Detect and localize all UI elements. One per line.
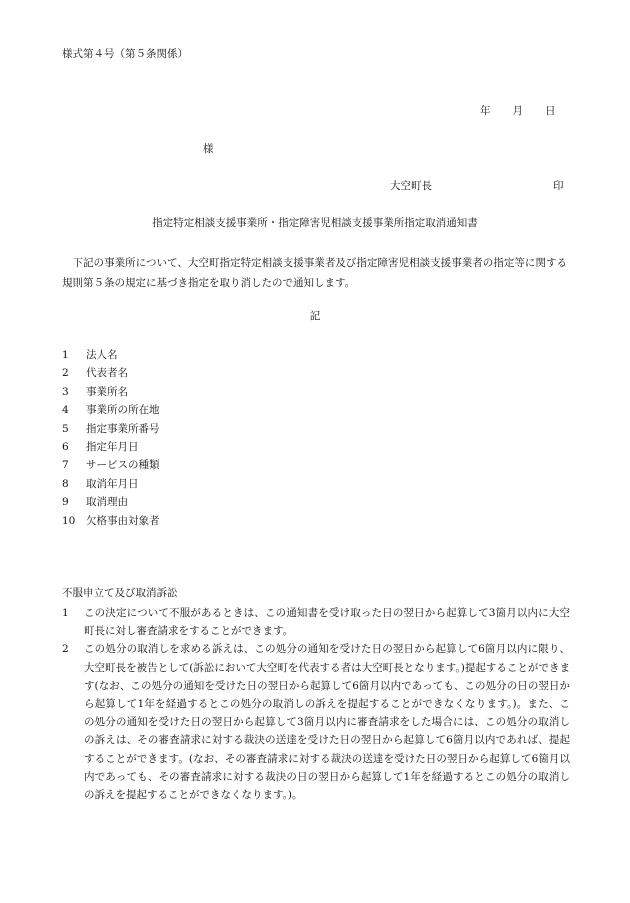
item-number: 7 bbox=[62, 459, 69, 472]
note-number: 2 bbox=[62, 643, 69, 656]
note-text: この決定について不服があるときは、この通知書を受け取った日の翌日から起算して3箇月以内に大空町長に対し審査請求をすることができます。 bbox=[84, 607, 570, 638]
list-item bbox=[62, 512, 160, 530]
item-number: 8 bbox=[62, 477, 69, 490]
form-number: 様式第４号（第５条関係） bbox=[62, 48, 188, 60]
item-number: 10 bbox=[62, 514, 76, 527]
item-label: 指定事業所番号 bbox=[86, 422, 160, 435]
item-list bbox=[62, 346, 160, 530]
item-number: 1 bbox=[62, 349, 69, 361]
addressee-suffix: 様 bbox=[203, 143, 214, 155]
item-label: 法人名 bbox=[86, 349, 118, 361]
list-item bbox=[62, 346, 160, 364]
item-number: 5 bbox=[62, 422, 69, 435]
item-label: サービスの種類 bbox=[86, 459, 160, 472]
list-item bbox=[62, 420, 160, 438]
item-number: 9 bbox=[62, 496, 69, 509]
appeal-notes bbox=[62, 604, 570, 804]
date-line bbox=[480, 104, 556, 120]
item-number: 6 bbox=[62, 440, 69, 453]
year-label: 年 bbox=[480, 105, 491, 117]
note-item bbox=[62, 640, 570, 804]
item-label: 代表者名 bbox=[86, 367, 128, 380]
note-text: この処分の取消しを求める訴えは、この処分の通知を受けた日の翌日から起算して6箇月以内に限り、大空町長を被告として(訴訟において大空町を代表する者は大空町長となります。)提起することができます(なお、この処分の通知を受けた日の翌日から起算して6箇月以内であっても、この処分の日の翌日から起算して1年を経過するとこの処分の取消しの訴えを提起することができなくなります。)。また、この処分の通知を受けた日の翌日から起算して3箇月以内に審査請求をした場合には、この処分の取消しの訴えは、その審査請求に対する裁決の送達を受けた日の翌日から起算して6箇月以内であれば、提起することができます。(なお、その審査請求に対する裁決の送達を受けた日の翌日から起算して6箇月以内であっても、その審査請求に対する裁決の日の翌日から起算して1年を経過するとこの処分の取消しの訴えを提起することができなくなります。)。 bbox=[84, 643, 570, 802]
note-item bbox=[62, 604, 570, 640]
item-label: 指定年月日 bbox=[86, 440, 139, 453]
item-label: 取消年月日 bbox=[86, 477, 139, 490]
item-label: 欠格事由対象者 bbox=[86, 514, 160, 527]
issuer-name: 大空町長 bbox=[390, 180, 432, 192]
list-item bbox=[62, 493, 160, 511]
item-label: 取消理由 bbox=[86, 496, 128, 509]
ki-heading: 記 bbox=[309, 310, 321, 322]
list-item bbox=[62, 364, 160, 382]
item-label: 事業所の所在地 bbox=[86, 404, 160, 417]
item-number: 4 bbox=[62, 404, 69, 417]
document-title: 指定特定相談支援事業所・指定障害児相談支援事業所指定取消通知書 bbox=[152, 217, 478, 229]
item-number: 3 bbox=[62, 385, 69, 398]
list-item bbox=[62, 383, 160, 401]
month-label: 月 bbox=[512, 105, 523, 117]
list-item bbox=[62, 438, 160, 456]
list-item bbox=[62, 456, 160, 474]
appeal-heading: 不服申立て及び取消訴訟 bbox=[62, 587, 178, 599]
list-item bbox=[62, 475, 160, 493]
day-label: 日 bbox=[545, 105, 556, 117]
note-number: 1 bbox=[62, 607, 69, 619]
seal-mark: 印 bbox=[553, 180, 564, 192]
item-number: 2 bbox=[62, 367, 69, 380]
body-paragraph: 下記の事業所について、大空町指定特定相談支援事業者及び指定障害児相談支援事業者の指定等に関する規則第５条の規定に基づき指定を取り消したので通知します。 bbox=[62, 257, 567, 289]
item-label: 事業所名 bbox=[86, 385, 128, 398]
list-item bbox=[62, 401, 160, 419]
